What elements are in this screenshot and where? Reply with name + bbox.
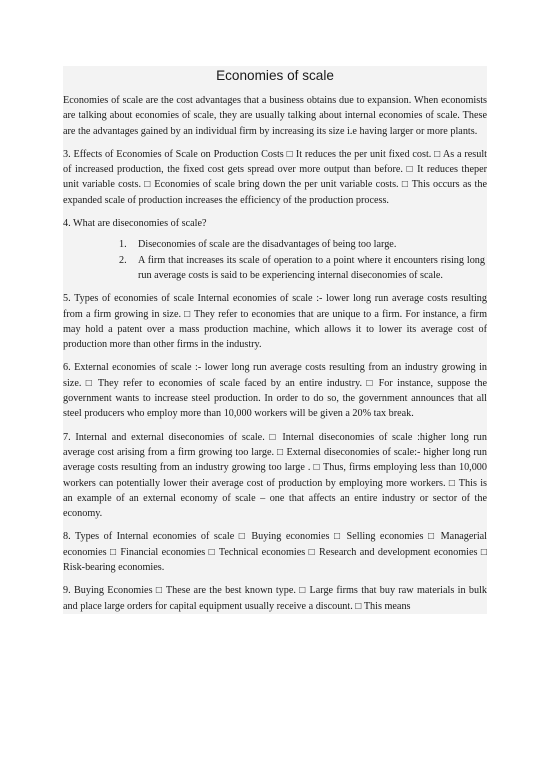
- paragraph-internal-external-diseconomies: 7. Internal and external diseconomies of scale. □ Internal diseconomies of scale :higher long run average cost arising from a firm growing too large. □ External diseconomies of scale:- higher long run average costs resulting from an industry growing too large . □ Thus, firms employing less than 10,000 workers can potentially lower their average cost of production by employing more workers. □ This is an example of an external economy of scale – one that affects an entire industry or sector of the economy.: [63, 431, 487, 520]
- paragraph-types-internal-economies: 8. Types of Internal economies of scale □ Buying economies □ Selling economies □ Managerial economies □ Financial economies □ Technical economies □ Research and development economies □ Risk-bearing economies.: [63, 531, 487, 574]
- paragraph-effects: 3. Effects of Economies of Scale on Production Costs □ It reduces the per unit fixed cost. □ As a result of increased production, the fixed cost gets spread over more output than before. □ It reduces theper unit variable costs. □ Economies of scale bring down the per unit variable costs. □ This occurs as the expanded scale of production increases the efficiency of the production process.: [63, 148, 487, 206]
- document-title: Economies of scale: [216, 68, 334, 83]
- list-item: [63, 237, 487, 252]
- list-item: [63, 253, 487, 284]
- document-page: [63, 66, 487, 614]
- paragraph-diseconomies-question: 4. What are diseconomies of scale?: [63, 218, 207, 230]
- paragraph-types-of-economies: 5. Types of economies of scale Internal economies of scale :- lower long run average costs resulting from a firm growing in size. □ They refer to economies that are unique to a firm. For instance, a firm may hold a patent over a mass production machine, which allows it to lower its average cost of production more than other firms in the industry.: [63, 293, 487, 351]
- paragraph-intro: Economies of scale are the cost advantages that a business obtains due to expansion. When economists are talking about economies of scale, they are usually talking about internal economies of scale. These are the advantages gained by an individual firm by increasing its size i.e having larger or more plants.: [63, 95, 487, 137]
- list-item-number: 2.: [119, 254, 127, 266]
- list-item-number: 1.: [119, 239, 127, 251]
- paragraph-buying-economies: 9. Buying Economies □ These are the best known type. □ Large firms that buy raw materials in bulk and place large orders for capital equipment usually receive a discount. □ This means: [63, 585, 487, 612]
- paragraph-external-economies: 6. External economies of scale :- lower long run average costs resulting from an industry growing in size. □ They refer to economies of scale faced by an entire industry. □ For instance, suppose the government wants to increase steel production. In order to do so, the government announces that all steel producers who employ more than 10,000 workers will be given a 20% tax break.: [63, 362, 487, 420]
- list-item-text: Diseconomies of scale are the disadvantages of being too large.: [138, 239, 397, 251]
- list-item-text: A firm that increases its scale of operation to a point where it encounters rising long run average costs is said to be experiencing internal diseconomies of scale.: [138, 254, 485, 281]
- diseconomies-list: [63, 237, 487, 283]
